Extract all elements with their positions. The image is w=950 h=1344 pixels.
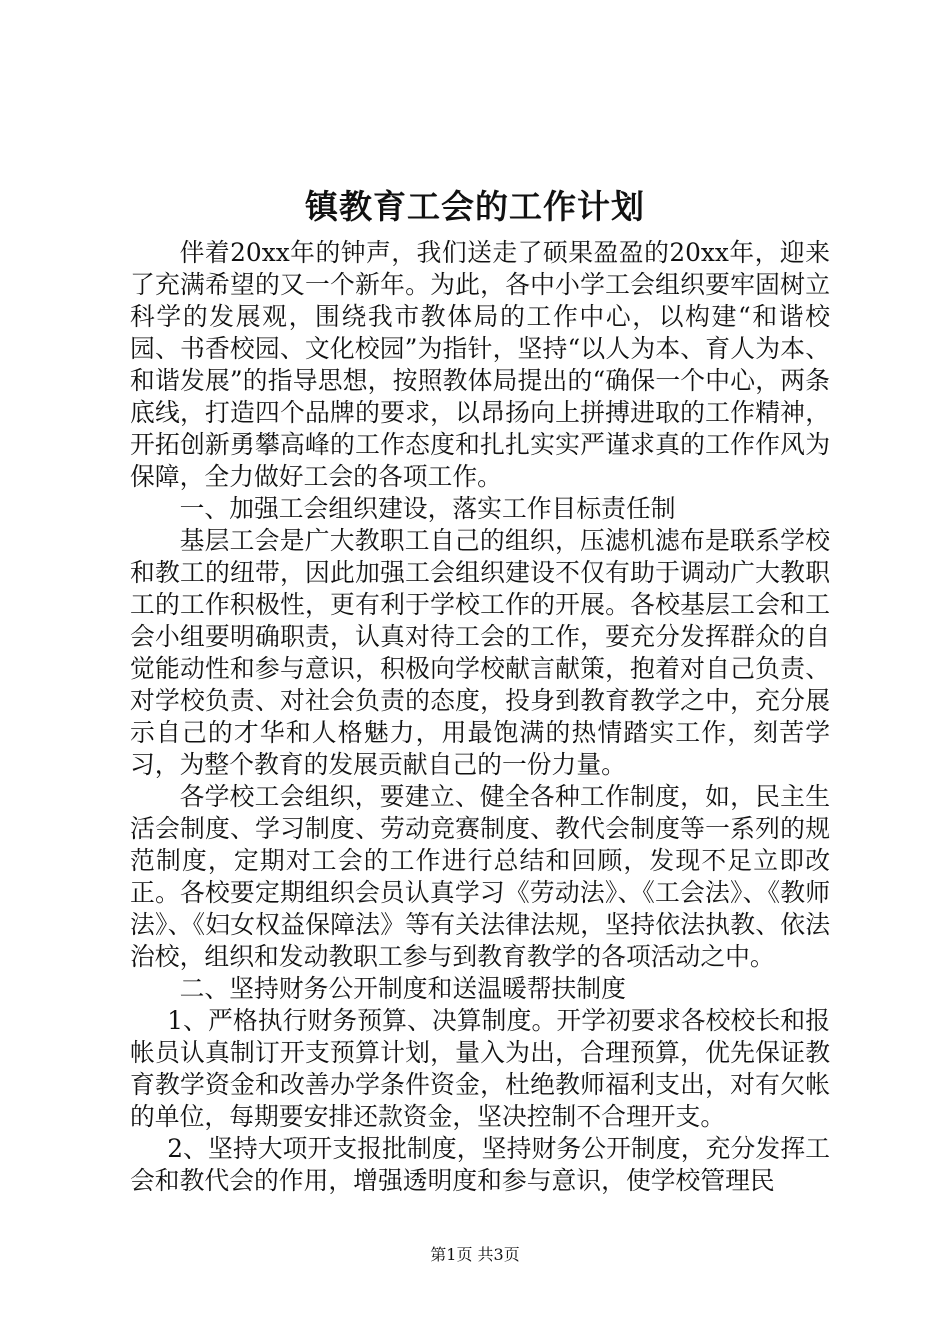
paragraph-approval-item-2: 2、坚持大项开支报批制度，坚持财务公开制度，充分发挥工会和教代会的作用，增强透明度和参与意识，使学校管理民 <box>130 1134 830 1195</box>
document-title: 镇教育工会的工作计划 <box>305 187 645 226</box>
section-heading-2: 二、坚持财务公开制度和送温暖帮扶制度 <box>179 974 626 1003</box>
paragraph-work-systems: 各学校工会组织，要建立、健全各种工作制度，如，民主生活会制度、学习制度、劳动竞赛制度、教代会制度等一系列的规范制度，定期对工会的工作进行总结和回顾，发现不足立即改正。各校要定期组织会员认真学习《劳动法》、《工会法》、《教师法》、《妇女权益保障法》等有关法律法规，坚持依法执教、依法治校，组织和发动教职工参与到教育教学的各项活动之中。 <box>130 782 830 971</box>
paragraph-grassroots-union: 基层工会是广大教职工自己的组织，压滤机滤布是联系学校和教工的纽带，因此加强工会组织建设不仅有助于调动广大教职工的工作积极性，更有利于学校工作的开展。各校基层工会和工会小组要明确职责，认真对待工会的工作，要充分发挥群众的自觉能动性和参与意识，积极向学校献言献策，抱着对自己负责、对学校负责、对社会负责的态度，投身到教育教学之中，充分展示自己的才华和人格魅力，用最饱满的热情踏实工作，刻苦学习，为整个教育的发展贡献自己的一份力量。 <box>130 526 830 779</box>
page-footer: 第1页 共3页 <box>430 1245 520 1264</box>
paragraph-budget-item-1: 1、严格执行财务预算、决算制度。开学初要求各校校长和报帐员认真制订开支预算计划，量入为出，合理预算，优先保证教育教学资金和改善办学条件资金，杜绝教师福利支出，对有欠帐的单位，每期要安排还款资金，坚决控制不合理开支。 <box>130 1006 830 1131</box>
paragraph-intro: 伴着20xx年的钟声，我们送走了硕果盈盈的20xx年，迎来了充满希望的又一个新年。为此，各中小学工会组织要牢固树立科学的发展观，围绕我市教体局的工作中心，以构建“和谐校园、书香校园、文化校园”为指针，坚持“以人为本、育人为本、和谐发展”的指导思想，按照教体局提出的“确保一个中心，两条底线，打造四个品牌的要求，以昂扬向上拼搏进取的工作精神，开拓创新勇攀高峰的工作态度和扎扎实实严谨求真的工作作风为保障，全力做好工会的各项工作。 <box>130 238 830 491</box>
document-body <box>130 237 830 1197</box>
section-heading-1: 一、加强工会组织建设，落实工作目标责任制 <box>179 494 676 523</box>
